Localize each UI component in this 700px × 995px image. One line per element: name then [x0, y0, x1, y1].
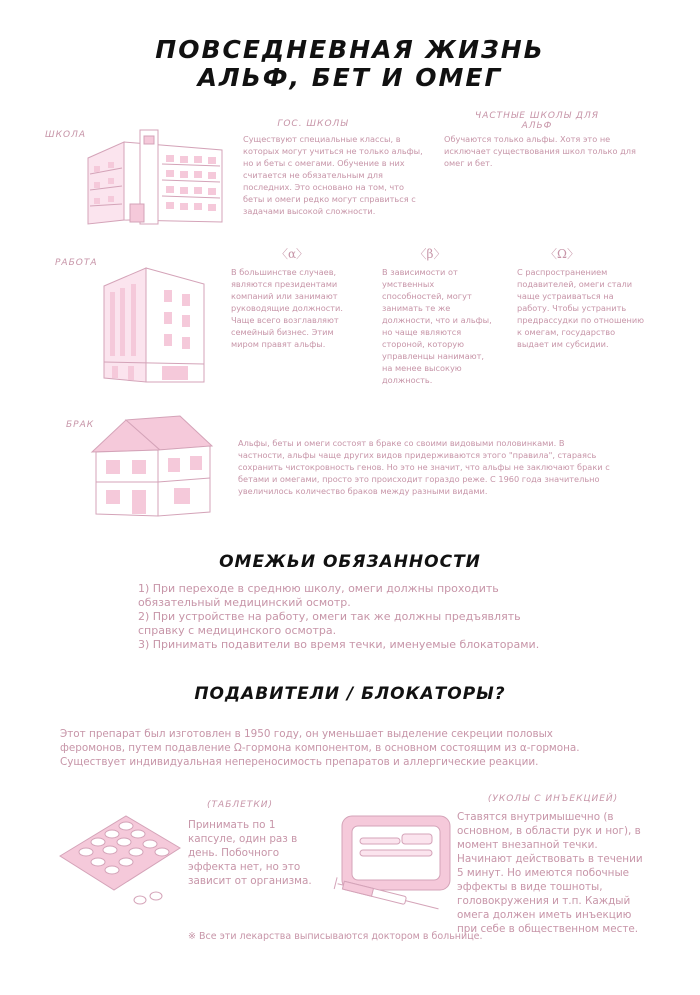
beta-text: В зависимости от умственных способностей, могут занимать те же должности, что и альфы, но чаще являются стороной, которую управленцы нанимают, на менее высокую должность. [382, 267, 492, 385]
intro-line: Существует индивидуальная непереносимость препаратов и аллергические реакции. [60, 756, 539, 768]
marriage-label: БРАК [66, 420, 95, 430]
suppressors-intro [60, 727, 660, 769]
duty-line: обязательный медицинский осмотр. [138, 596, 351, 609]
page-title [100, 36, 600, 92]
alpha-text: В большинстве случаев, являются президентами компаний или занимают руководящие должности. Чаще всего возглавляют семейный бизнес. Этим миром правят альфы. [231, 267, 343, 349]
duty-line: справку с медицинского осмотра. [138, 624, 337, 637]
school-label: ШКОЛА [45, 130, 87, 140]
work-label: РАБОТА [55, 258, 98, 268]
intro-line: феромонов, путем подавление Ω-гормона компонентом, в основном состоящим из α-гормона. [60, 742, 580, 754]
omega-symbol: 〈Ω〉 [545, 247, 579, 261]
injections-heading: (УКОЛЫ С ИНЪЕКЦИЕЙ) [487, 794, 619, 804]
pill-blister-illustration [56, 812, 186, 908]
page-title-line2: АЛЬФ, БЕТ И ОМЕГ [197, 63, 503, 92]
alpha-symbol: 〈α〉 [275, 247, 309, 261]
pills-text: Принимать по 1 капсуле, один раз в день. Побочного эффекта нет, но это зависит от организма. [188, 819, 312, 887]
duty-line: 1) При переходе в среднюю школу, омеги должны проходить [138, 582, 499, 595]
pills-heading: (ТАБЛЕТКИ) [207, 800, 273, 810]
private-school-text: Обучаются только альфы. Хотя это не исключает существования школ только для омег и бет. [444, 134, 636, 168]
private-school-heading: ЧАСТНЫЕ ШКОЛЫ ДЛЯ АЛЬФ [475, 111, 599, 131]
footnote: ※ Все эти лекарства выписываются доктором в больнице. [188, 931, 483, 942]
suppressors-heading: ПОДАВИТЕЛИ / БЛОКАТОРЫ? [194, 684, 506, 704]
gov-school-text: Существуют специальные классы, в которых могут учиться не только альфы, но и беты с омегами. Обучение в них считается не обязательным для последних. Это основано на том, что беты и омеги редко могут справиться с задачами высокой сложности. [243, 134, 423, 216]
duties-list [138, 582, 608, 652]
duties-heading: ОМЕЖЬИ ОБЯЗАННОСТИ [219, 552, 481, 572]
duty-line: 2) При устройстве на работу, омеги так же должны предъявлять [138, 610, 521, 623]
house-illustration [88, 414, 216, 520]
page-title-line1: ПОВСЕДНЕВНАЯ ЖИЗНЬ [155, 35, 545, 64]
office-tower-illustration [98, 266, 210, 388]
syringe-case-illustration [330, 812, 460, 912]
marriage-text: Альфы, беты и омеги состоят в браке со своими видовыми половинками. В частности, альфы чаще других видов придерживаются этого "правила", стараясь сохранить чистокровность генов. Но это не значит, что альфы не заключают браки с бетами и омегами, просто это происходит гораздо реже. С 1960 года значительно увеличилось количество браков между разными видами. [238, 438, 610, 496]
injections-text: Ставятся внутримышечно (в основном, в области рук и ног), в момент внезапной течки. Начинают действовать в течении 5 минут. Но имеются побочные эффекты в виде тошноты, головокружения и т.п. Каждый омега должен иметь инъекцию при себе в общественном месте. [457, 811, 643, 935]
omega-text: С распространением подавителей, омеги стали чаще устраиваться на работу. Чтобы устранить предрассудки по отношению к омегам, государство выдает им субсидии. [517, 267, 645, 349]
intro-line: Этот препарат был изготовлен в 1950 году, он уменьшает выделение секреции половых [60, 728, 553, 740]
beta-symbol: 〈β〉 [414, 247, 446, 261]
school-building-illustration [84, 128, 226, 230]
gov-school-heading: ГОС. ШКОЛЫ [277, 119, 349, 129]
duty-line: 3) Принимать подавители во время течки, именуемые блокаторами. [138, 638, 540, 651]
